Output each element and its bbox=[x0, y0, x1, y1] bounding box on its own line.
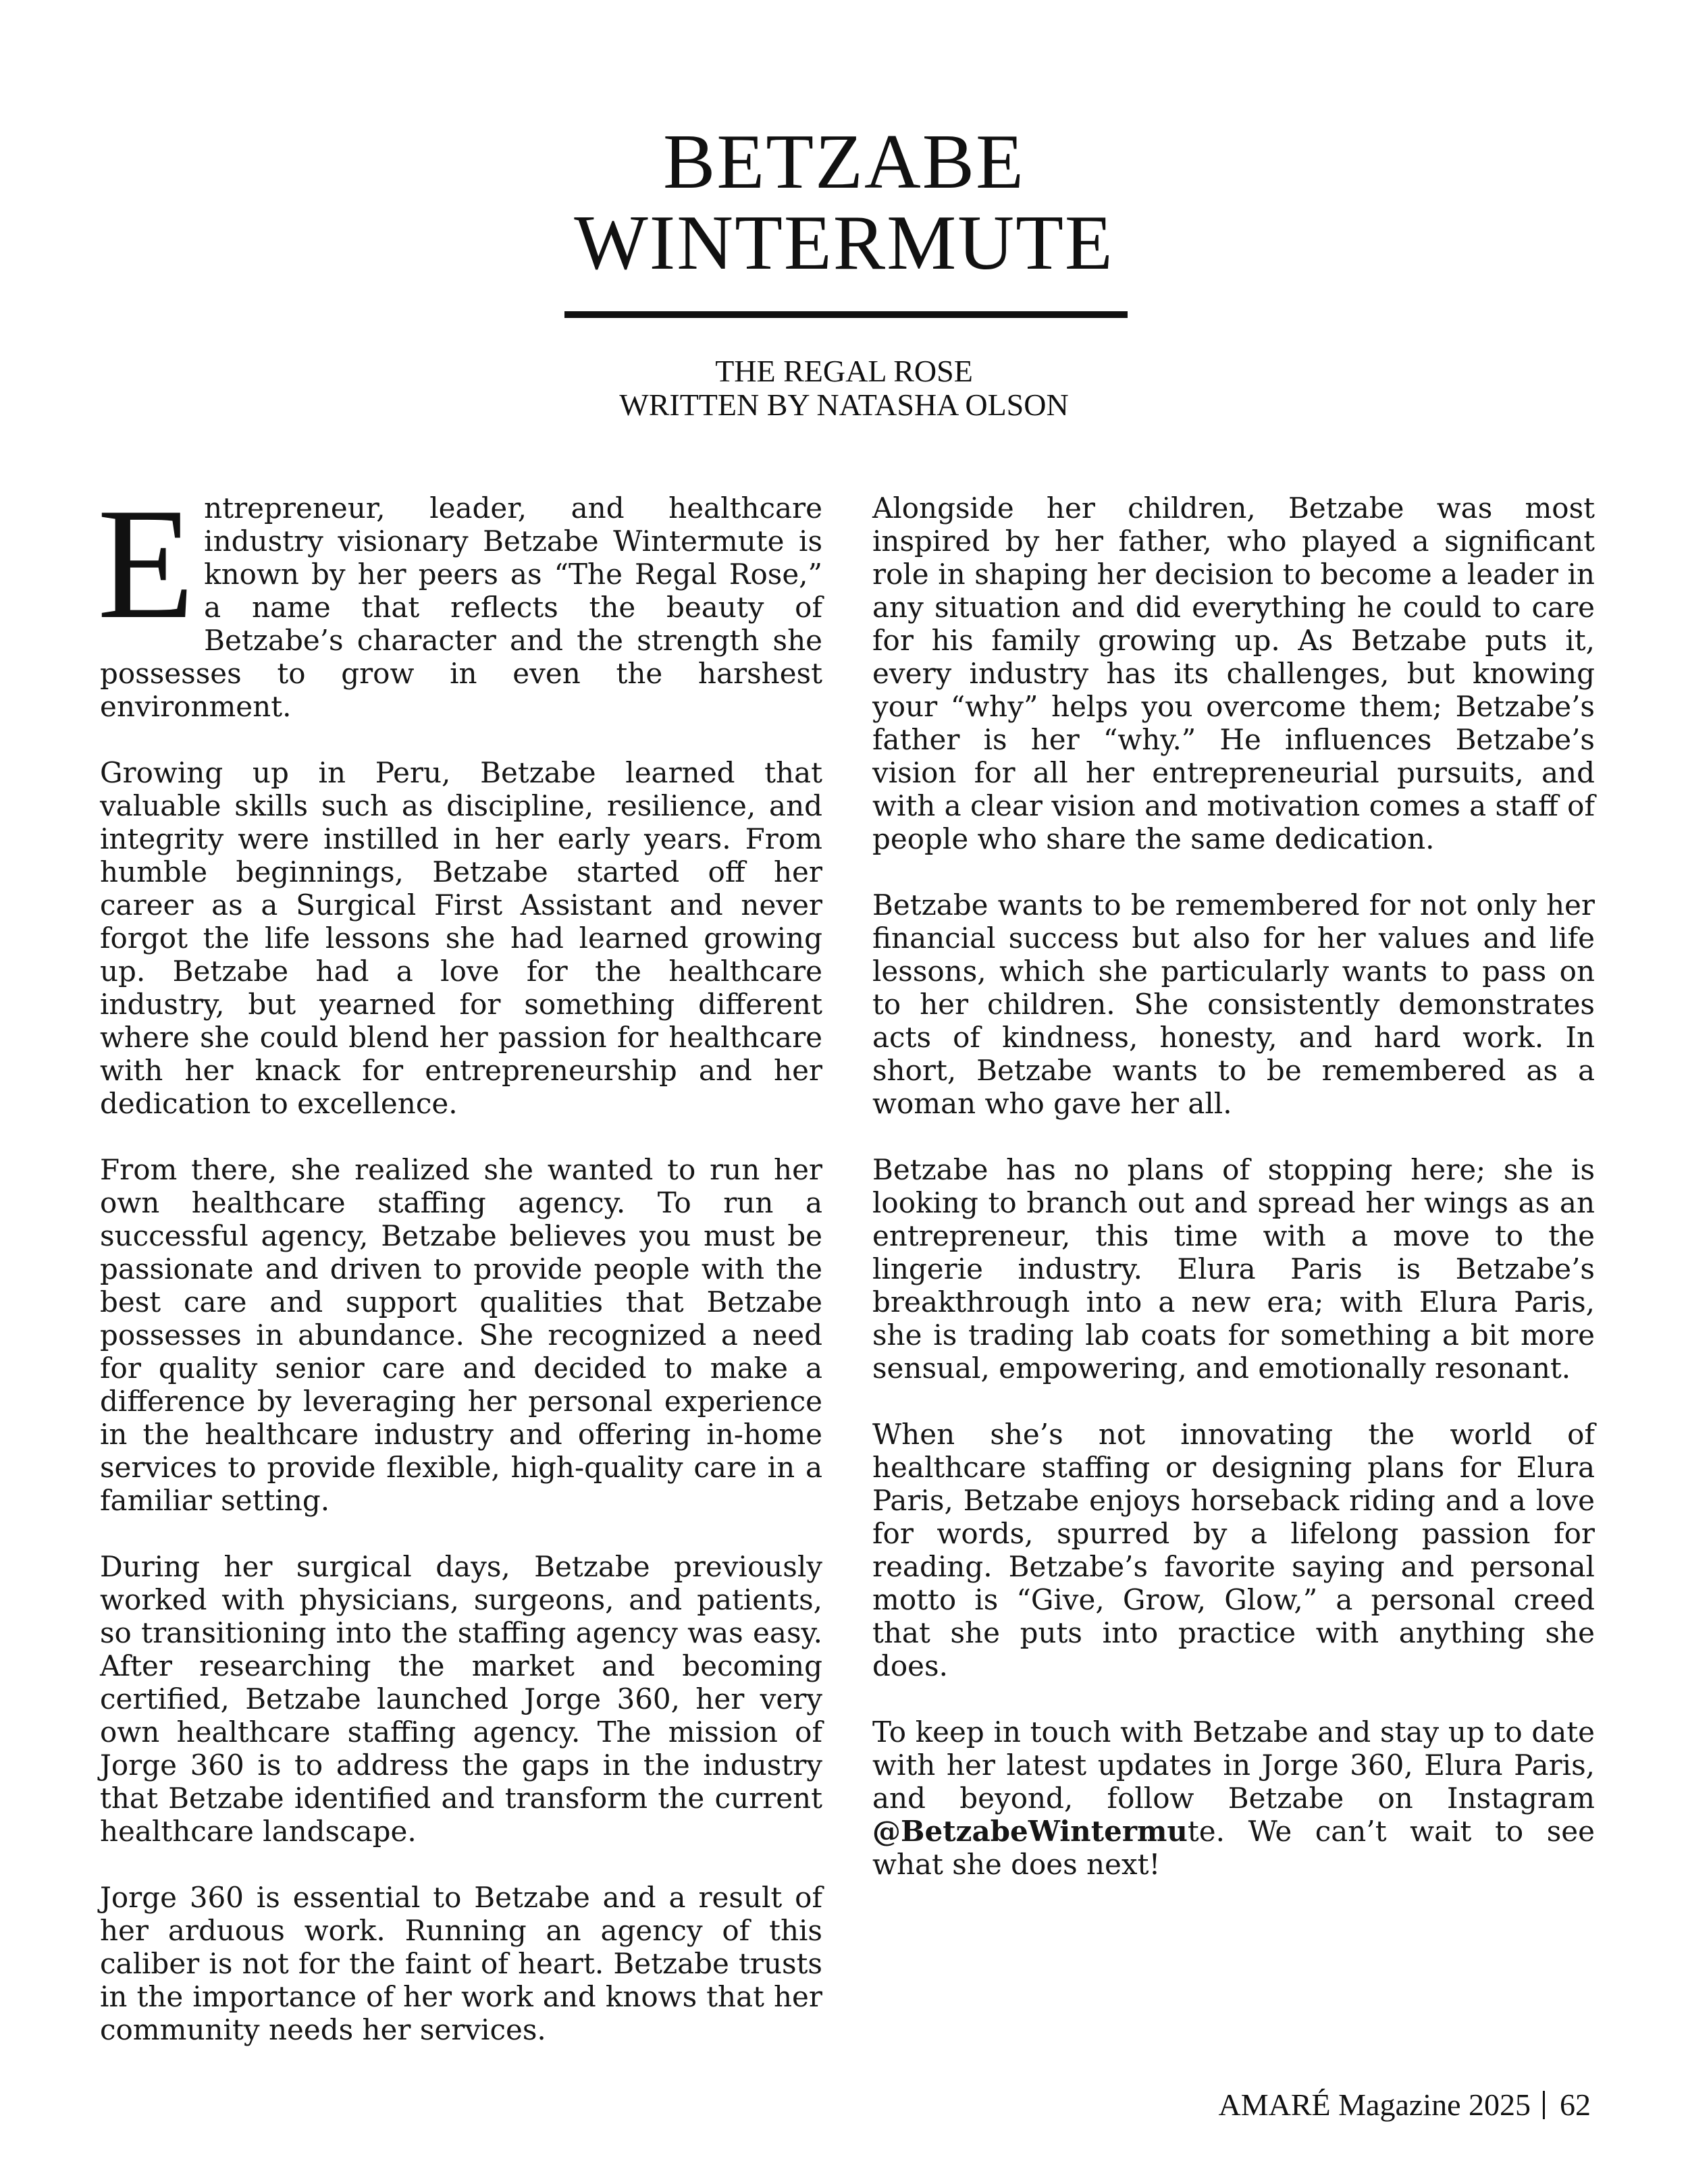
drop-cap: E bbox=[97, 476, 195, 652]
paragraph: During her surgical days, Betzabe previously worked with physicians, surgeons, and patients, so transitioning into the staffing agency was easy. After researching the market and becoming certified, Betzabe launched Jorge 360, her very own healthcare staffing agency. The mission of Jorge 360 is to address the gaps in the industry that Betzabe identified and transform the current healthcare landscape. bbox=[100, 1550, 822, 1848]
article-subtitle: THE REGAL ROSE bbox=[715, 354, 973, 388]
paragraph: From there, she realized she wanted to run her own healthcare staffing agency. To run a successful agency, Betzabe believes you must be passionate and driven to provide people with the best care and support qualities that Betzabe possesses in abundance. She recognized a need for quality senior care and decided to make a difference by leveraging her personal experience in the healthcare industry and offering in-home services to provide flexible, high-quality care in a familiar setting. bbox=[100, 1153, 822, 1517]
instagram-handle: @BetzabeWintermu bbox=[872, 1815, 1188, 1848]
left-column bbox=[97, 476, 822, 2079]
title-line-2: WINTERMUTE bbox=[574, 200, 1114, 286]
paragraph: Betzabe wants to be remembered for not only her financial success but also for her values and life lessons, which she particularly wants to pass on to her children. She consistently demonstrates acts of kindness, honesty, and hard work. In short, Betzabe wants to be remembered as a woman who gave her all. bbox=[872, 888, 1595, 1120]
paragraph: Alongside her children, Betzabe was most inspired by her father, who played a significant role in shaping her decision to become a leader in any situation and did everything he could to care for his family growing up. As Betzabe puts it, every industry has its challenges, but knowing your “why” helps you overcome them; Betzabe’s father is her “why.” He influences Betzabe’s vision for all her entrepreneurial pursuits, and with a clear vision and motivation comes a staff of people who share the same dedication. bbox=[872, 491, 1595, 855]
paragraph: Growing up in Peru, Betzabe learned that valuable skills such as discipline, resilience, and integrity were instilled in her early years. From humble beginnings, Betzabe started off her career as a Surgical First Assistant and never forgot the life lessons she had learned growing up. Betzabe had a love for the healthcare industry, but yearned for something different where she could blend her passion for healthcare with her knack for entrepreneurship and her dedication to excellence. bbox=[100, 756, 822, 1120]
right-column bbox=[872, 491, 1595, 1914]
paragraph: Jorge 360 is essential to Betzabe and a result of her arduous work. Running an agency of this caliber is not for the faint of heart. Betzabe trusts in the importance of her work and knows that her community needs her services. bbox=[100, 1881, 822, 2046]
paragraph: Betzabe has no plans of stopping here; she is looking to branch out and spread her wings as an entrepreneur, this time with a move to the lingerie industry. Elura Paris is Betzabe’s breakthrough into a new era; with Elura Paris, she is trading lab coats for something a bit more sensual, empowering, and emotionally resonant. bbox=[872, 1153, 1595, 1385]
title-divider bbox=[564, 311, 1128, 318]
footer-separator bbox=[1543, 2091, 1545, 2119]
page-footer bbox=[1219, 2087, 1591, 2123]
title-line-1: BETZABE bbox=[663, 119, 1025, 205]
paragraph-text: ntrepreneur, leader, and healthcare industry visionary Betzabe Wintermute is known by her peers as “The Regal Rose,” a name that reflects the beauty of Betzabe’s character and the strength she possesses to grow in even the harshest environment. bbox=[100, 491, 822, 723]
paragraph: When she’s not innovating the world of healthcare staffing or designing plans for Elura Paris, Betzabe enjoys horseback riding and a love for words, spurred by a lifelong passion for reading. Betzabe’s favorite saying and personal motto is “Give, Grow, Glow,” a personal creed that she puts into practice with anything she does. bbox=[872, 1418, 1595, 1682]
paragraph-text: te. We can’t wait to see what she does next! bbox=[872, 1815, 1595, 1881]
paragraph-text: To keep in touch with Betzabe and stay up to date with her latest updates in Jorge 360, Elura Paris, and beyond, follow Betzabe on Instagram bbox=[872, 1715, 1595, 1815]
page-number: 62 bbox=[1560, 2087, 1591, 2122]
article-byline: WRITTEN BY NATASHA OLSON bbox=[619, 388, 1069, 422]
article-title bbox=[0, 119, 1688, 286]
publication-name: AMARÉ Magazine 2025 bbox=[1218, 2087, 1531, 2122]
paragraph bbox=[872, 1715, 1595, 1881]
paragraph bbox=[97, 476, 822, 723]
